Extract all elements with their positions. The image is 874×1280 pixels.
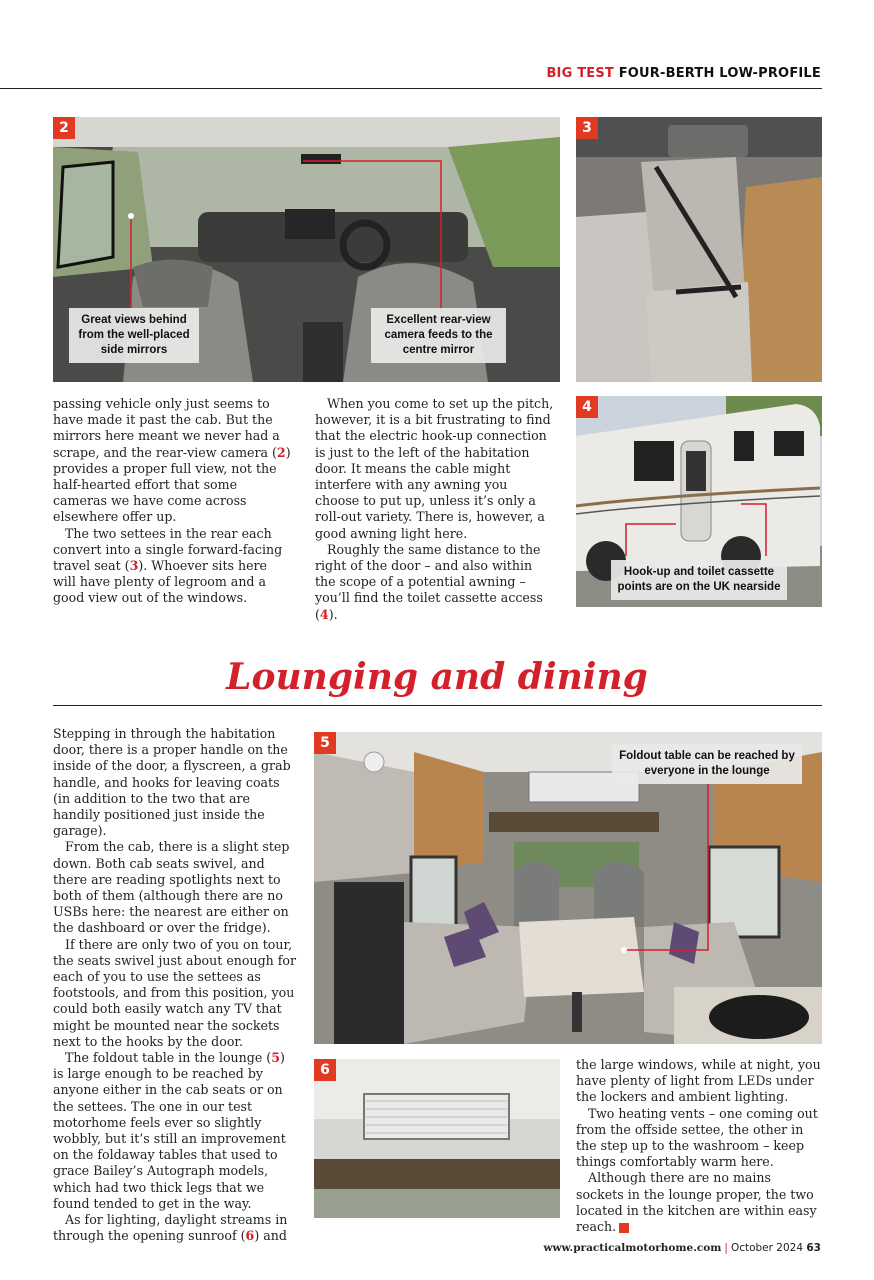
photo-number: 3	[576, 117, 598, 139]
photo-reference: 3	[129, 558, 139, 574]
text-column	[315, 396, 555, 623]
photo-travel-seat	[576, 117, 822, 382]
header-title: FOUR-BERTH LOW-PROFILE	[618, 66, 821, 81]
page-number: 63	[806, 1242, 821, 1254]
paragraph: Stepping in through the habitation door, there is a proper handle on the inside of the door, a flyscreen, a grab handle, and hooks for leaving coats (in addition to the two that are handily positioned just inside the garage).	[53, 726, 291, 839]
photo-van-side	[576, 396, 822, 607]
photo-cab	[53, 117, 560, 382]
photo-lounge	[314, 732, 822, 1044]
photo-number: 5	[314, 732, 336, 754]
paragraph: Two heating vents – one coming out from the offside settee, the other in the step up to the washroom – keep things comfortably warm here.	[576, 1105, 818, 1170]
section-rule	[53, 705, 822, 706]
page-footer	[543, 1242, 821, 1254]
paragraph: The two settees in the rear each convert into a single forward-facing travel seat (3). Whoever sits here will have plenty of legroom and a good view out of the windows.	[53, 525, 283, 606]
photo-number: 2	[53, 117, 75, 139]
text-column	[576, 1057, 822, 1235]
paragraph: The foldout table in the lounge (5) is large enough to be reached by anyone either in the cab seats or on the settees. The one in our test motorhome feels ever so slightly wobbly, but it’s still an improvement on the foldaway tables that used to grace Bailey’s Autograph models, which had two thick legs that we found tended to get in the way.	[53, 1050, 286, 1211]
section-heading: Lounging and dining	[226, 656, 648, 698]
paragraph: From the cab, there is a slight step down. Both cab seats swivel, and there are reading spotlights next to both of them (although there are no USBs here: the nearest are either on the dashboard or over the fridge).	[53, 839, 290, 936]
photo-caption: Hook-up and toilet cassette points are on the UK nearside	[611, 560, 787, 600]
photo-caption: Foldout table can be reached by everyone in the lounge	[612, 744, 802, 784]
photo-caption: Excellent rear-view camera feeds to the centre mirror	[371, 308, 506, 363]
text-column	[53, 726, 298, 1245]
continue-arrow-icon: ►	[619, 1223, 629, 1233]
footer-website: www.practicalmotorhome.com	[543, 1242, 722, 1254]
paragraph: If there are only two of you on tour, the seats swivel just about enough for each of you to use the settees as footstools, and from this position, you could both easily watch any TV that might be mounted near the sockets next to the hooks by the door.	[53, 936, 297, 1049]
photo-reference: 4	[319, 606, 329, 622]
photo-reference: 6	[245, 1228, 255, 1244]
header-section: BIG TEST	[546, 66, 614, 81]
paragraph: Roughly the same distance to the right of the door – and also within the scope of a potential awning – you’ll find the toilet cassette access (4).	[315, 541, 543, 622]
footer-date: October 2024	[730, 1242, 804, 1254]
paragraph: As for lighting, daylight streams in through the opening sunroof (6) and	[53, 1212, 288, 1244]
photo-number: 6	[314, 1059, 336, 1081]
photo-reference: 5	[271, 1050, 280, 1066]
footer-separator: |	[724, 1242, 728, 1254]
text-column	[53, 396, 293, 607]
running-header	[546, 66, 821, 81]
paragraph: When you come to set up the pitch, however, it is a bit frustrating to find that the electric hook-up connection is just to the left of the habitation door. It means the cable might interfere with any awning you choose to put up, unless it’s only a roll-out variety. There is, however, a good awning light here.	[315, 396, 554, 541]
photo-reference: 2	[276, 444, 286, 460]
paragraph: passing vehicle only just seems to have made it past the cab. But the mirrors here meant we never had a scrape, and the rear-view camera (2) provides a proper full view, not the half-hearted effort that some cameras we have come across elsewhere offer up.	[53, 396, 291, 525]
photo-sunroof	[314, 1059, 560, 1218]
header-rule	[0, 88, 822, 89]
photo-number: 4	[576, 396, 598, 418]
paragraph: Although there are no mains sockets in the lounge proper, the two located in the kitchen are within easy reach. ►	[576, 1170, 817, 1235]
paragraph: the large windows, while at night, you have plenty of light from LEDs under the lockers and ambient lighting.	[576, 1057, 821, 1105]
photo-caption: Great views behind from the well-placed side mirrors	[69, 308, 199, 363]
